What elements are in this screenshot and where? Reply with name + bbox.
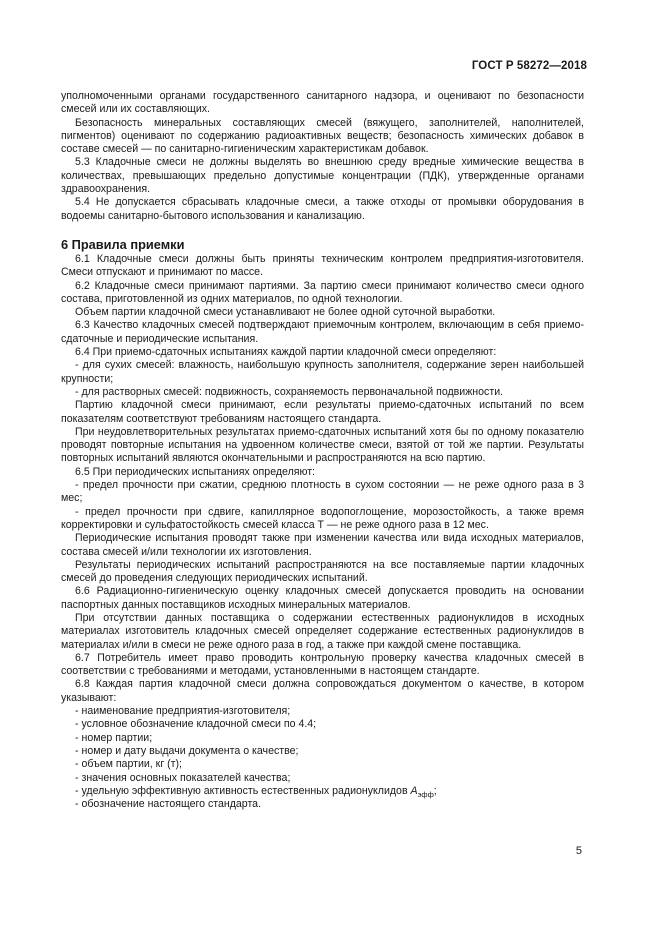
page-number: 5 [575, 845, 582, 857]
list-item: - предел прочности при сдвиге, капиллярное водопоглощение, морозостойкость, а также время корректировки и сульфатостойкость смесей класса Т — не реже одного раза в 12 мес. [61, 505, 584, 531]
clause-5-4: 5.4 Не допускается сбрасывать кладочные смеси, а также отходы от промывки оборудования в водоемы санитарно-бытового использования и канализацию. [61, 196, 584, 222]
paragraph: Периодические испытания проводят также при изменении качества или вида исходных материалов, состава смесей и/или технологии их изготовления. [61, 532, 584, 558]
list-item: - номер и дату выдачи документа о качестве; [75, 744, 299, 757]
standard-designation: ГОСТ Р 58272—2018 [471, 60, 587, 72]
activity-text: - удельную эффективную активность естественных радионуклидов [75, 784, 411, 797]
list-item: - обозначение настоящего стандарта. [75, 798, 262, 811]
paragraph: Объем партии кладочной смеси устанавливают не более одной суточной выработки. [75, 306, 496, 319]
clause-6-5: 6.5 При периодических испытаниях определяют: [75, 465, 315, 478]
paragraph: При неудовлетворительных результатах приемо-сдаточных испытаний хотя бы по одному показателю проводят повторные испытания на удвоенном количестве смеси, взятой от той же партии. Результаты повторных испытаний являются окончательными и распространяются на всю партию. [61, 425, 584, 465]
clause-6-6: 6.6 Радиационно-гигиеническую оценку кладочных смесей допускается проводить на основании паспортных данных поставщиков исходных минеральных материалов. [61, 585, 584, 611]
document-body [61, 90, 584, 811]
clause-6-3: 6.3 Качество кладочных смесей подтверждают приемочным контролем, включающим в себя приемо-сдаточные и периодические испытания. [61, 319, 584, 345]
clause-6-8: 6.8 Каждая партия кладочной смеси должна сопровождаться документом о качестве, в котором указывают: [61, 678, 584, 704]
list-item: - условное обозначение кладочной смеси по 4.4; [75, 718, 317, 731]
list-item: - значения основных показателей качества; [75, 771, 291, 784]
clause-6-7: 6.7 Потребитель имеет право проводить контрольную проверку качества кладочных смесей в соответствии с требованиями и методами, установленными в настоящем стандарте. [61, 651, 584, 678]
paragraph: Безопасность минеральных составляющих смесей (вяжущего, заполнителей, наполнителей, пигментов) оценивают по содержанию радиоактивных веществ; безопасность химических добавок в составе смесей — по санитарно-гигиеническим характеристикам добавок. [61, 116, 584, 156]
list-item: - для растворных смесей: подвижность, сохраняемость первоначальной подвижности. [75, 385, 504, 398]
activity-subscript: эфф [417, 789, 434, 799]
clause-6-2: 6.2 Кладочные смеси принимают партиями. За партию смеси принимают количество смеси одного состава, приготовленной из одних материалов, по одной технологии. [61, 279, 584, 305]
clause-5-3: 5.3 Кладочные смеси не должны выделять во внешнюю среду вредные химические вещества в количествах, превышающих предельно допустимые концентрации (ПДК), утвержденные органами здравоохранения. [61, 156, 584, 196]
clause-6-1: 6.1 Кладочные смеси должны быть приняты техническим контролем предприятия-изготовителя. Смеси отпускают и принимают по массе. [61, 252, 584, 279]
paragraph: Партию кладочной смеси принимают, если результаты приемо-сдаточных испытаний по всем показателям соответствуют требованиям настоящего стандарта. [61, 399, 584, 425]
paragraph: Результаты периодических испытаний распространяются на все поставляемые партии кладочных смесей до проведения следующих периодических испытаний. [61, 558, 584, 585]
list-item-activity [61, 785, 584, 798]
section-heading: 6 Правила приемки [61, 236, 185, 252]
list-item: - для сухих смесей: влажность, наибольшую крупность заполнителя, содержание зерен наибольшей крупности; [61, 359, 584, 385]
list-item: - наименование предприятия-изготовителя; [75, 705, 291, 718]
activity-end: ; [433, 784, 437, 797]
paragraph: При отсутствии данных поставщика о содержании естественных радионуклидов в исходных материалах изготовитель кладочных смесей определяет содержание естественных радионуклидов в материалах и/или в смеси не реже одного раза в год, а также при каждой смене поставщика. [61, 611, 584, 651]
list-item: - предел прочности при сжатии, среднюю плотность в сухом состоянии — не реже одного раза в 3 мес; [61, 479, 584, 505]
list-item: - номер партии; [75, 731, 153, 744]
paragraph: уполномоченными органами государственного санитарного надзора, и оценивают по безопасности смесей или их составляющих. [61, 90, 584, 116]
clause-6-4: 6.4 При приемо-сдаточных испытаниях каждой партии кладочной смеси определяют: [75, 346, 497, 359]
list-item: - объем партии, кг (т); [75, 758, 182, 771]
activity-symbol: А [410, 784, 418, 797]
